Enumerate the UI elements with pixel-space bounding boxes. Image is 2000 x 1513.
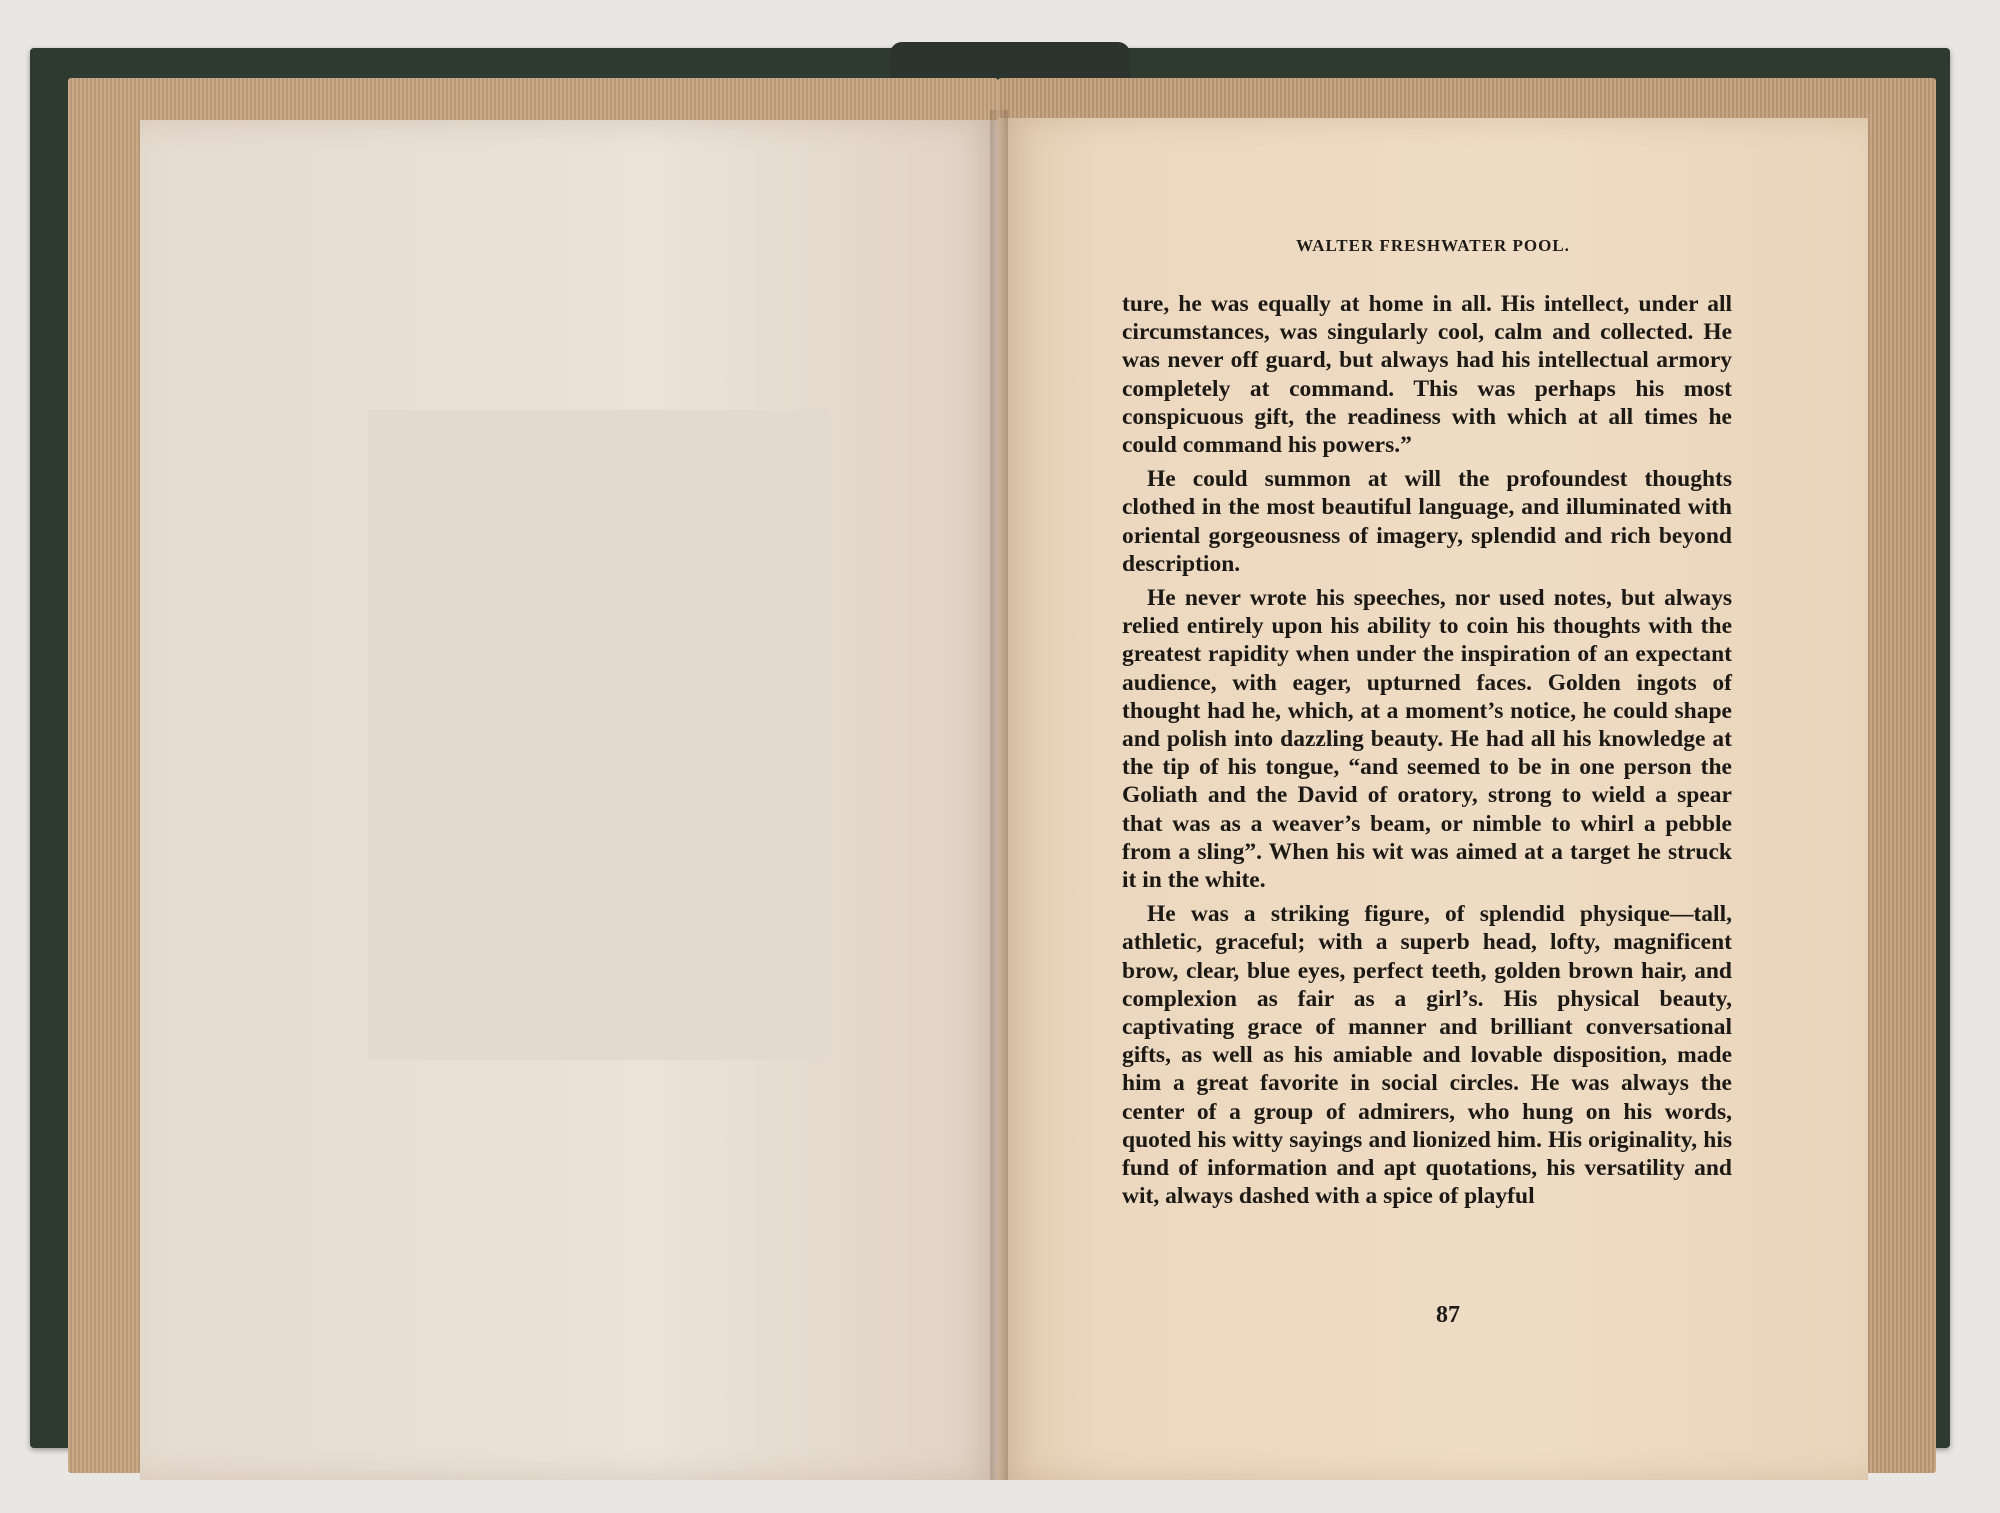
page-number: 87 <box>1436 1302 1460 1328</box>
running-head: WALTER FRESHWATER POOL. <box>1296 236 1570 255</box>
body-text <box>1122 290 1732 1217</box>
left-page-blank <box>140 120 998 1480</box>
paragraph: He never wrote his speeches, nor used notes, but always relied entirely upon his ability to coin his thoughts with the greatest rapidity when under the inspiration of an expectant audience, with eager, upturned faces. Golden ingots of thought had he, which, at a moment’s notice, he could shape and polish into dazzling beauty. He had all his knowledge at the tip of his tongue, “and seemed to be in one person the Goliath and the David of oratory, strong to wield a spear that was as a weaver’s beam, or nimble to whirl a pebble from a sling”. When his wit was aimed at a target he struck it in the white. <box>1122 585 1732 894</box>
show-through-plate <box>368 410 828 1060</box>
right-page <box>998 118 1868 1480</box>
paragraph: He could summon at will the profoundest thoughts clothed in the most beautiful language, and illuminated with oriental gorgeousness of imagery, splendid and rich beyond description. <box>1122 466 1732 577</box>
paragraph: He was a striking figure, of splendid physique—tall, athletic, graceful; with a superb head, lofty, magnificent brow, clear, blue eyes, perfect teeth, golden brown hair, and complexion as fair as a girl’s. His physical beauty, captivating grace of manner and brilliant conversational gifts, as well as his amiable and lovable disposition, made him a great favorite in social circles. He was always the center of a group of admirers, who hung on his words, quoted his witty sayings and lionized him. His originality, his fund of information and apt quotations, his versatility and wit, always dashed with a spice of playful <box>1122 901 1732 1210</box>
book-gutter <box>990 110 1008 1480</box>
paragraph: ture, he was equally at home in all. His intellect, under all circumstances, was singularly cool, calm and collected. He was never off guard, but always had his intellectual armory completely at command. This was perhaps his most conspicuous gift, the readiness with which at all times he could command his powers.” <box>1122 291 1732 459</box>
